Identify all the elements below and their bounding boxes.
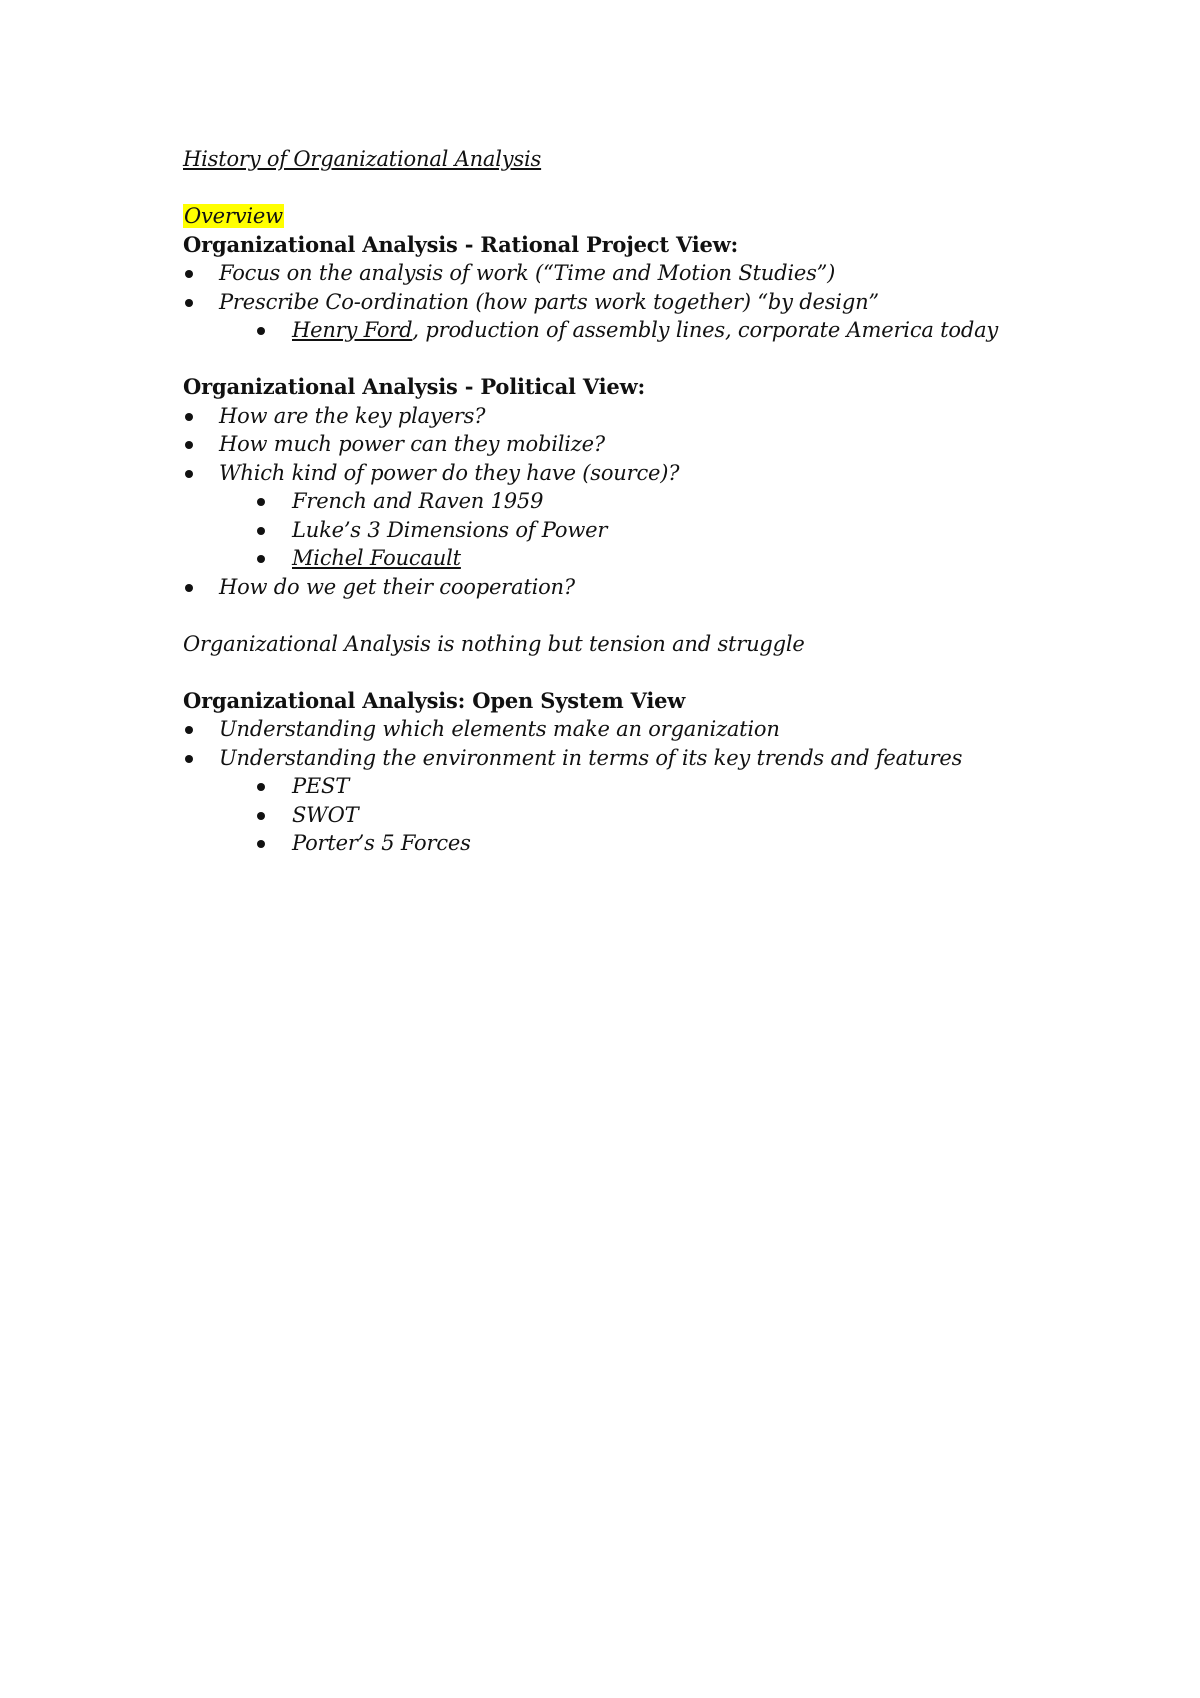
bullet-icon xyxy=(257,783,265,791)
open-system-heading: Organizational Analysis: Open System View xyxy=(183,687,686,713)
rational-heading: Organizational Analysis - Rational Project View: xyxy=(183,231,739,257)
political-heading: Organizational Analysis - Political View: xyxy=(183,374,646,399)
list-item xyxy=(183,459,1143,488)
bullet-icon xyxy=(185,726,193,734)
document-title: History of Organizational Analysis xyxy=(183,147,542,171)
bullet-icon xyxy=(185,755,193,763)
list-item-text: How are the key players? xyxy=(219,403,486,428)
sub-list-item xyxy=(183,544,1143,573)
bullet-icon xyxy=(257,498,265,506)
list-item xyxy=(183,288,1143,317)
henry-ford-link[interactable]: Henry Ford xyxy=(292,318,413,342)
spacer xyxy=(183,174,1143,203)
document-body xyxy=(183,145,1143,858)
list-item xyxy=(183,573,1143,602)
bullet-icon xyxy=(257,527,265,535)
list-item-text: PEST xyxy=(292,774,350,798)
sub-list-item xyxy=(183,772,1143,801)
list-item-text: Prescribe Co-ordination (how parts work together) “by design” xyxy=(219,289,879,314)
rational-list xyxy=(183,259,1143,345)
list-item-text: French and Raven 1959 xyxy=(292,489,544,513)
spacer xyxy=(183,601,1143,630)
list-item-text: Luke’s 3 Dimensions of Power xyxy=(292,517,608,542)
political-list xyxy=(183,402,1143,602)
list-item-text: Understanding the environment in terms of its key trends and features xyxy=(219,745,963,770)
bullet-icon xyxy=(185,470,193,478)
list-item-text: , production of assembly lines, corporate America today xyxy=(412,318,999,342)
list-item xyxy=(183,259,1143,288)
overview-line xyxy=(183,202,1143,231)
bullet-icon xyxy=(257,840,265,848)
bullet-icon xyxy=(257,812,265,820)
spacer xyxy=(183,658,1143,687)
bullet-icon xyxy=(185,299,193,307)
bullet-icon xyxy=(185,584,193,592)
bullet-icon xyxy=(185,270,193,278)
list-item xyxy=(183,402,1143,431)
spacer xyxy=(183,345,1143,374)
bullet-icon xyxy=(257,555,265,563)
michel-foucault-link[interactable]: Michel Foucault xyxy=(292,546,461,570)
list-item-text: Focus on the analysis of work (“Time and Motion Studies”) xyxy=(219,261,836,285)
bullet-icon xyxy=(185,413,193,421)
list-item-text: Porter’s 5 Forces xyxy=(292,831,471,855)
list-item-text: Which kind of power do they have (source)? xyxy=(219,460,680,485)
list-item xyxy=(183,430,1143,459)
open-system-list xyxy=(183,715,1143,858)
list-item-text: How do we get their cooperation? xyxy=(219,574,575,599)
list-item-text: SWOT xyxy=(292,802,359,827)
bullet-icon xyxy=(185,441,193,449)
list-item-text: Understanding which elements make an organization xyxy=(219,717,780,741)
sub-list-item xyxy=(183,801,1143,830)
sub-list-item xyxy=(183,487,1143,516)
list-item xyxy=(183,744,1143,773)
list-item-text: How much power can they mobilize? xyxy=(219,432,605,456)
overview-highlight: Overview xyxy=(184,204,283,228)
tension-note: Organizational Analysis is nothing but tension and struggle xyxy=(183,631,805,656)
sub-list-item xyxy=(183,829,1143,858)
list-item xyxy=(183,715,1143,744)
bullet-icon xyxy=(257,327,265,335)
sub-list-item xyxy=(183,316,1143,345)
sub-list-item xyxy=(183,516,1143,545)
